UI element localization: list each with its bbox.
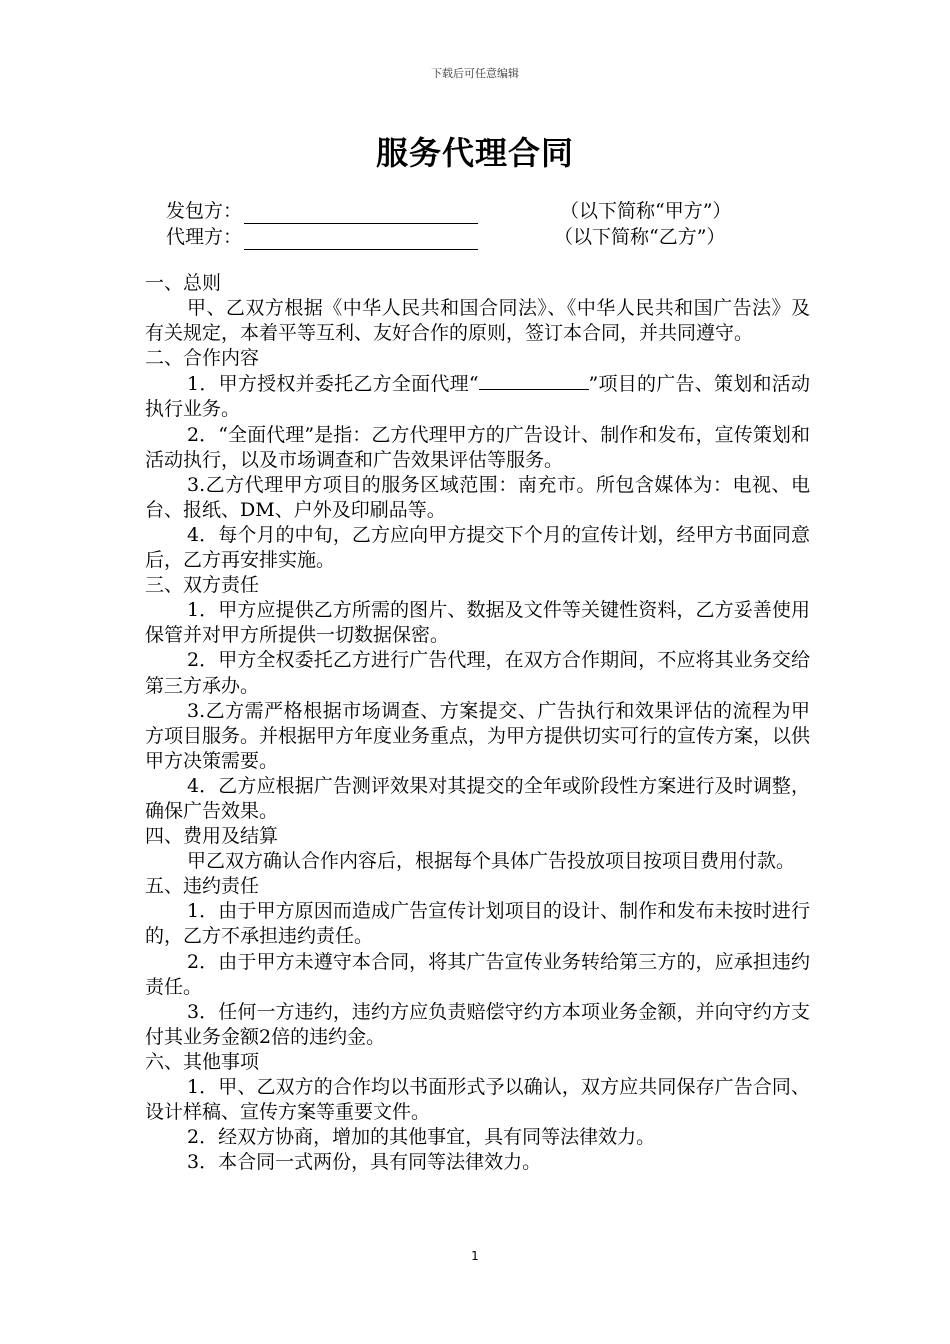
section-heading: 二、合作内容 [145,347,260,370]
paragraph: 2．甲方全权委托乙方进行广告代理，在双方合作期间，不应将其业务交给第三方承办。 [145,649,810,697]
party-issuer-alias: （以下简称“甲方”） [560,200,732,222]
page-title: 服务代理合同 [375,134,574,172]
party-agent-label: 代理方： [166,226,243,248]
section-heading: 一、总则 [145,272,222,294]
paragraph: 甲乙双方确认合作内容后，根据每个具体广告投放项目按项目费用付款。 [187,850,796,873]
section-heading: 五、违约责任 [145,875,260,898]
party-agent-alias: （以下简称“乙方”） [554,226,726,248]
party-issuer [166,198,732,224]
party-issuer-label: 发包方： [166,200,243,222]
paragraph: 2．“全面代理”是指：乙方代理甲方的广告设计、制作和发布，宣传策划和活动执行，以及市场调查和广告效果评估等服务。 [145,423,810,471]
paragraph: 1．甲、乙双方的合作均以书面形式予以确认，双方应共同保存广告合同、设计样稿、宣传方案等重要文件。 [145,1076,810,1124]
paragraph [145,371,810,422]
paragraph: 4．每个月的中旬，乙方应向甲方提交下个月的宣传计划，经甲方书面同意后，乙方再安排实施。 [145,523,810,572]
section-heading: 六、其他事项 [145,1050,260,1073]
project-name-blank-line [479,371,589,390]
paragraph: 1．由于甲方原因而造成广告宣传计划项目的设计、制作和发布未按时进行的，乙方不承担违约责任。 [145,900,810,948]
paragraph: 3．本合同一式两份，具有同等法律效力。 [187,1151,542,1174]
paragraph: 4．乙方应根据广告测评效果对其提交的全年或阶段性方案进行及时调整，确保广告效果。 [145,774,810,822]
paragraph: 2．经双方协商，增加的其他事宜，具有同等法律效力。 [187,1126,656,1149]
section-heading: 三、双方责任 [145,574,260,597]
paragraph: 3.乙方代理甲方项目的服务区域范围：南充市。所包含媒体为：电视、电台、报纸、DM、户外及印刷品等。 [145,473,810,521]
party-issuer-blank-line [244,203,478,224]
party-agent-blank-line [244,229,478,250]
paragraph: 1．甲方应提供乙方所需的图片、数据及文件等关键性资料，乙方妥善使用保管并对甲方所提供一切数据保密。 [145,599,810,647]
paragraph: 3.乙方需严格根据市场调查、方案提交、广告执行和效果评估的流程为甲方项目服务。并根据甲方年度业务重点，为甲方提供切实可行的宣传方案，以供甲方决策需要。 [145,699,811,772]
party-agent [166,224,726,250]
page-number: 1 [471,1249,479,1263]
paragraph: 甲、乙双方根据《中华人民共和国合同法》、《中华人民共和国广告法》及有关规定，本着平等互利、友好合作的原则，签订本合同，并共同遵守。 [145,297,810,345]
section-heading: 四、费用及结算 [145,825,279,848]
paragraph-text: 1．甲方授权并委托乙方全面代理“ [187,373,479,396]
paragraph: 3．任何一方违约，违约方应负责赔偿守约方本项业务金额，并向守约方支付其业务金额2倍的违约金。 [145,1000,810,1048]
contract-body [145,271,810,1175]
paragraph: 2．由于甲方未遵守本合同，将其广告宣传业务转给第三方的，应承担违约责任。 [145,950,810,998]
header-note: 下载后可任意编辑 [431,67,519,80]
paragraph-text: ”项目的广告、策划和活动执行业务。 [145,373,810,421]
